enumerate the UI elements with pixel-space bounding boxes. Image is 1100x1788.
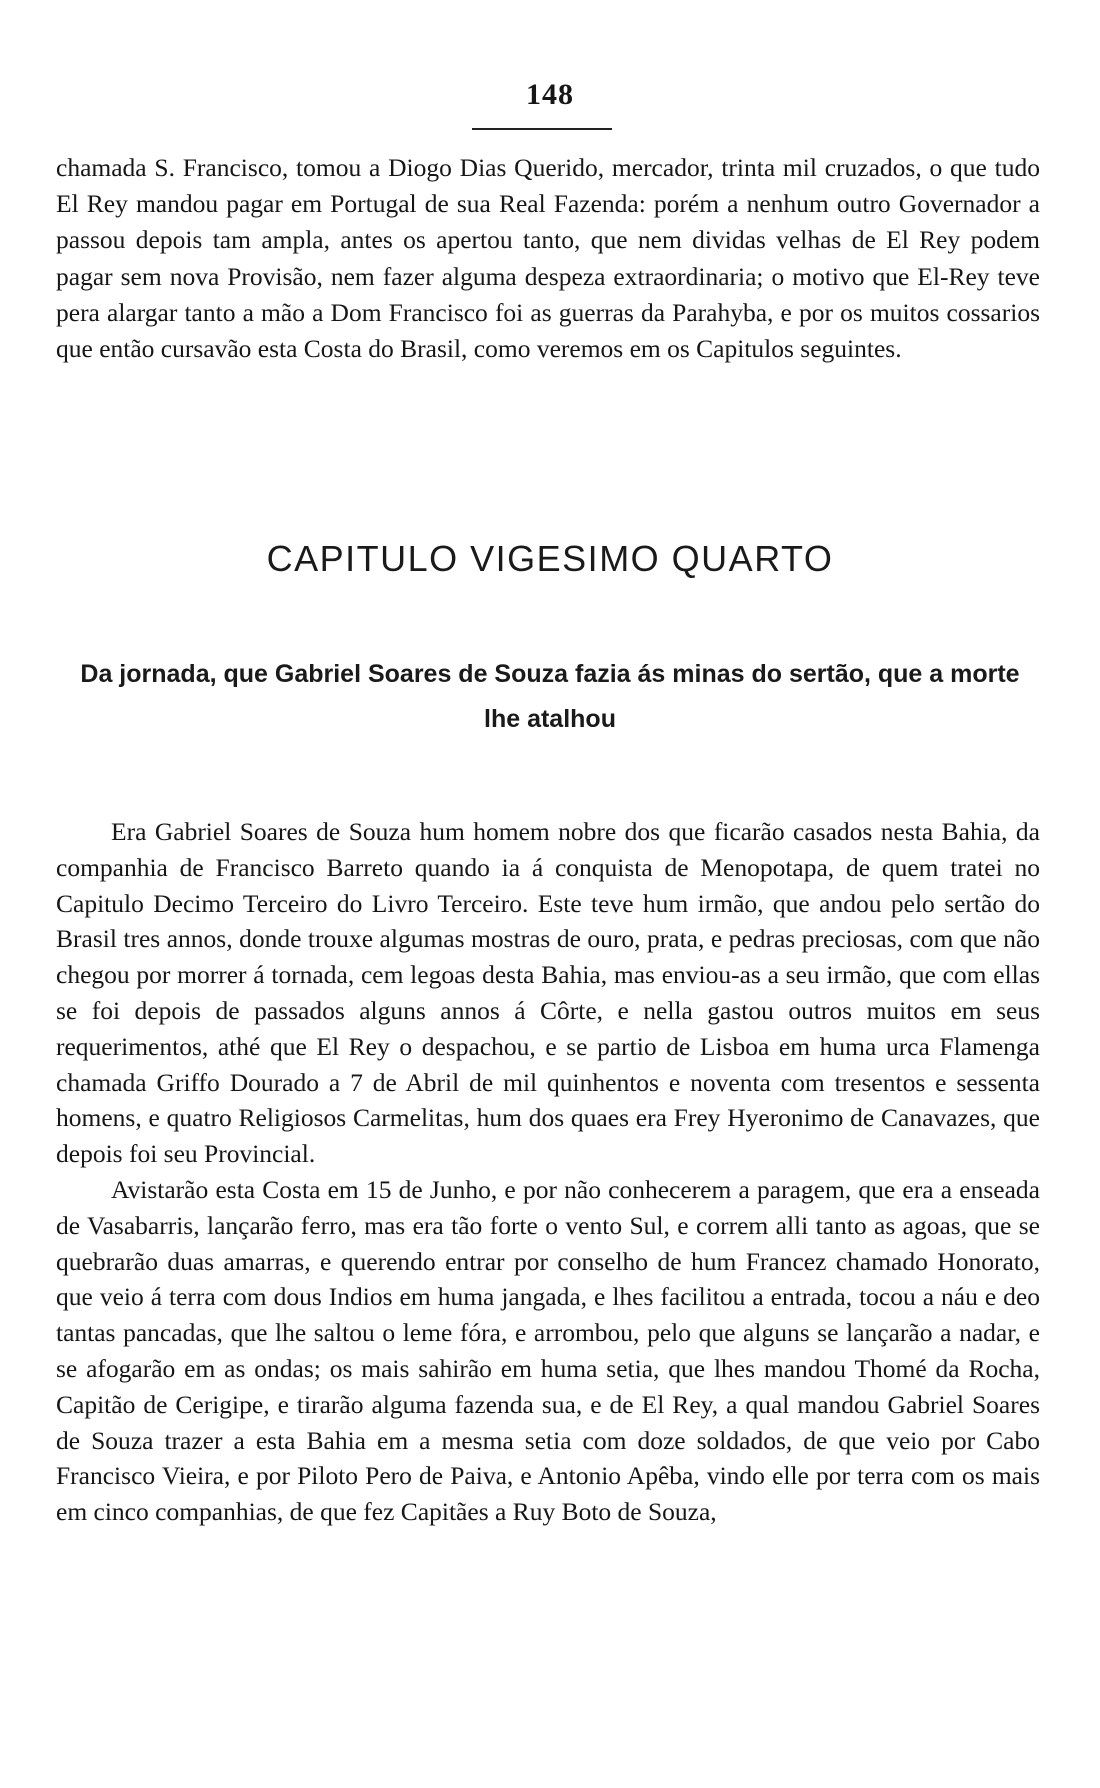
chapter-body xyxy=(56,814,1040,1530)
paragraph: Era Gabriel Soares de Souza hum homem nobre dos que ficarão casados nesta Bahia, da companhia de Francisco Barreto quando ia á conquista de Menopotapa, de quem tratei no Capitulo Decimo Terceiro do Livro Terceiro. Este teve hum irmão, que andou pelo sertão do Brasil tres annos, donde trouxe algumas mostras de ouro, prata, e pedras preciosas, com que não chegou por morrer á tornada, cem legoas desta Bahia, mas enviou-as a seu irmão, que com ellas se foi depois de passados alguns annos á Côrte, e nella gastou outros muitos em seus requerimentos, athé que El Rey o despachou, e se partio de Lisboa em huma urca Flamenga chamada Griffo Dourado a 7 de Abril de mil quinhentos e noventa com tresentos e sessenta homens, e quatro Religiosos Carmelitas, hum dos quaes era Frey Hyeronimo de Canavazes, que depois foi seu Provincial. xyxy=(56,817,1040,1169)
chapter-title: CAPITULO VIGESIMO QUARTO xyxy=(266,538,834,579)
chapter-subtitle: Da jornada, que Gabriel Soares de Souza fazia ás minas do sertão, que a morte lhe atalhou xyxy=(80,660,1020,733)
paragraph: Avistarão esta Costa em 15 de Junho, e por não conhecerem a paragem, que era a enseada de Vasabarris, lançarão ferro, mas era tão forte o vento Sul, e correm alli tanto as agoas, que se quebrarão duas amarras, e querendo entrar por conselho de hum Francez chamado Honorato, que veio á terra com dous Indios em huma jangada, e lhes facilitou a entrada, tocou a náu e deo tantas pancadas, que lhe saltou o leme fóra, e arrombou, pelo que alguns se lançarão a nadar, e se afogarão em as ondas; os mais sahirão em huma setia, que lhes mandou Thomé da Rocha, Capitão de Cerigipe, e tirarão alguma fazenda sua, e de El Rey, a qual mandou Gabriel Soares de Souza trazer a esta Bahia em a mesma setia com doze soldados, de que veio por Cabo Francisco Vieira, e por Piloto Pero de Paiva, e Antonio Apêba, vindo elle por terra com os mais em cinco companhias, de que fez Capitães a Ruy Boto de Souza, xyxy=(56,1174,1040,1527)
continuation-paragraph: chamada S. Francisco, tomou a Diogo Dias Querido, mercador, trinta mil cruzados, o que tudo El Rey mandou pagar em Portugal de sua Real Fazenda: porém a nenhum outro Governador a passou depois tam ampla, antes os apertou tanto, que nem dividas velhas de El Rey podem pagar sem nova Provisão, nem fazer alguma despeza extraordinaria; o motivo que El-Rey teve pera alargar tanto a mão a Dom Francisco foi as guerras da Parahyba, e por os muitos cossarios que então cursavão esta Costa do Brasil, como veremos em os Capitulos seguintes. xyxy=(56,153,1040,364)
page-number: 148 xyxy=(526,78,574,111)
page-number-rule xyxy=(472,128,612,130)
